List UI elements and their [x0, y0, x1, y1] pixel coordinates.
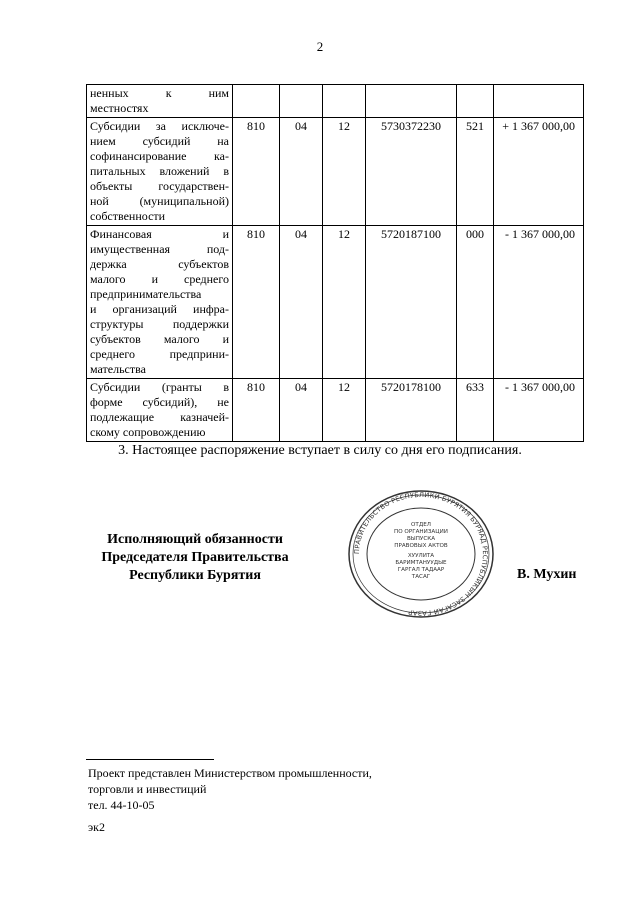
cell-name-line: ненных к ним: [90, 86, 229, 100]
cell-c3: 12: [323, 118, 366, 226]
table-row: [87, 226, 584, 379]
cell-name: [87, 226, 233, 379]
cell-name-line: структуры поддержки: [90, 317, 229, 331]
seal-inner-line: ГАРГАЛ ТАДААР: [397, 567, 445, 573]
footnote-line: тел. 44-10-05: [88, 798, 155, 812]
cell-name-line: объекты государствен-: [90, 179, 229, 193]
cell-c2: 04: [280, 118, 323, 226]
cell-c4: [366, 85, 457, 118]
cell-c4: 5730372230: [366, 118, 457, 226]
signer-name: В. Мухин: [517, 567, 577, 582]
cell-name-line: среднего предприни-: [90, 347, 229, 361]
cell-c6: [494, 85, 584, 118]
cell-name-line: подлежащие казначей-: [90, 410, 229, 424]
cell-c4: 5720178100: [366, 379, 457, 442]
cell-c5: 000: [457, 226, 494, 379]
footnote-line: торговли и инвестиций: [88, 782, 207, 796]
cell-c1: 810: [233, 226, 280, 379]
cell-c5: 521: [457, 118, 494, 226]
seal-inner-line: ХУУЛИТА: [407, 553, 435, 559]
seal-outer-text: ПРАВИТЕЛЬСТВО РЕСПУБЛИКИ БУРЯТИЯ БУРЯАД РЕСПУБЛИКЫН ЗАСАГАЙ ГАЗАР: [352, 490, 490, 618]
cell-name-line: нием субсидий на: [90, 134, 229, 148]
cell-name-line: местностях: [90, 101, 149, 115]
cell-name-line: мательства: [90, 362, 146, 376]
cell-name: [87, 379, 233, 442]
seal-inner-line: БАРИМТАНУУДЫЕ: [395, 560, 447, 566]
cell-c5: [457, 85, 494, 118]
cell-name-line: собственности: [90, 209, 166, 223]
official-seal: [345, 489, 497, 619]
cell-name-line: ной (муниципальной): [90, 194, 229, 208]
cell-c5: 633: [457, 379, 494, 442]
cell-c6: + 1 367 000,00: [494, 118, 584, 226]
signer-title-line: Республики Бурятия: [129, 568, 261, 583]
cell-name-line: скому сопровождению: [90, 425, 206, 439]
budget-table: [86, 84, 584, 442]
cell-c3: 12: [323, 226, 366, 379]
cell-c1: 810: [233, 118, 280, 226]
signer-title-line: Исполняющий обязанности: [107, 532, 283, 547]
seal-inner-line: ПРАВОВЫХ АКТОВ: [394, 543, 448, 549]
cell-name-line: Финансовая и: [90, 227, 229, 241]
seal-inner-line: ОТДЕЛ: [411, 522, 431, 528]
table-row: [87, 379, 584, 442]
cell-name-line: имущественная под-: [90, 242, 229, 256]
cell-c3: [323, 85, 366, 118]
signer-title: [90, 531, 300, 585]
cell-name-line: держка субъектов: [90, 257, 229, 271]
seal-inner-line: ТАСАГ: [411, 574, 431, 580]
cell-name-line: софинансирование ка-: [90, 149, 229, 163]
cell-c2: 04: [280, 226, 323, 379]
cell-c1: 810: [233, 379, 280, 442]
cell-name: [87, 118, 233, 226]
table-row: [87, 118, 584, 226]
footnote-divider: [86, 759, 214, 760]
cell-c4: 5720187100: [366, 226, 457, 379]
cell-name-line: Субсидии (гранты в: [90, 380, 229, 394]
cell-name-line: малого и среднего: [90, 272, 229, 286]
cell-c2: 04: [280, 379, 323, 442]
cell-name-line: Субсидии за исключе-: [90, 119, 229, 133]
seal-inner-line: ВЫПУСКА: [406, 536, 436, 542]
table-row: [87, 85, 584, 118]
cell-c6: - 1 367 000,00: [494, 226, 584, 379]
cell-c2: [280, 85, 323, 118]
cell-name-line: субъектов малого и: [90, 332, 229, 346]
page-number: 2: [316, 39, 324, 54]
cell-c6: - 1 367 000,00: [494, 379, 584, 442]
cell-name-line: предпринимательства: [90, 287, 202, 301]
cell-name: [87, 85, 233, 118]
signer-title-line: Председателя Правительства: [101, 550, 289, 565]
seal-inner-line: ПО ОРГАНИЗАЦИИ: [394, 529, 448, 535]
document-code: эк2: [88, 820, 105, 834]
footnote: [88, 765, 372, 813]
cell-name-line: питальных вложений в: [90, 164, 229, 178]
footnote-line: Проект представлен Министерством промышленности,: [88, 766, 372, 780]
cell-c3: 12: [323, 379, 366, 442]
cell-c1: [233, 85, 280, 118]
clause-3: 3. Настоящее распоряжение вступает в силу со дня его подписания.: [118, 443, 522, 458]
cell-name-line: и организаций инфра-: [90, 302, 229, 316]
cell-name-line: форме субсидий), не: [90, 395, 229, 409]
